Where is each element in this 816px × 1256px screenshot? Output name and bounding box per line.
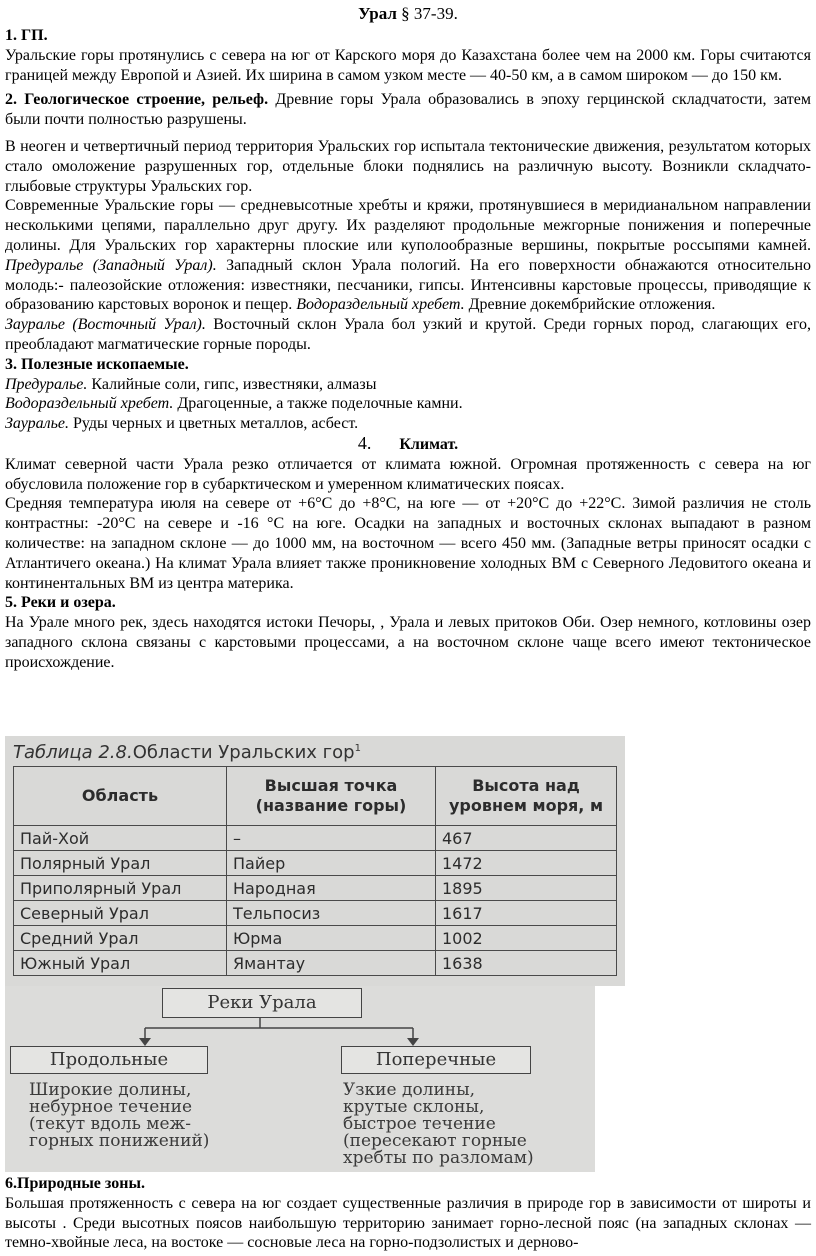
section-4-paragraph-1: Климат северной части Урала резко отличается от климата южной. Огромная протяженность с севера на юг обусловила положение гор в субарктическом и умеренном климатических поясах. bbox=[5, 455, 811, 493]
table-cell: Полярный Урал bbox=[14, 851, 227, 876]
table-cell: 1895 bbox=[436, 876, 617, 901]
table-row bbox=[14, 876, 617, 901]
table-cell: 1638 bbox=[436, 951, 617, 976]
table-header-cell: Высшая точка (название горы) bbox=[227, 767, 436, 826]
table-cell: Народная bbox=[227, 876, 436, 901]
section-2-paragraph-1: 2. Геологическое строение, рельеф. Древние горы Урала образовались в эпоху герцинской складчатости, затем были почти полностью разрушены. bbox=[5, 91, 811, 129]
section-2-paragraph-3: Современные Уральские горы — средневысотные хребты и кряжи, протянувшиеся в меридианальном направлении несколькими цепями, параллельно друг другу. Их разделяют продольные межгорные понижения и поперечные долины. Для Уральских гор характерны плоские или куполообразные вершины, покрытые россыпями камней. Предуралье (Западный Урал). Западный склон Урала пологий. На его поверхности обнажаются относительно молодь:- палеозойские отложения: известняки, песчаники, гипсы. Интенсивны карстовые процессы, приводящие к образованию карстовых воронок и пещер. Водораздельный хребет. Древние докембрийские отложения. bbox=[5, 197, 812, 314]
diagram-right-box: Поперечные bbox=[341, 1046, 531, 1074]
table-row bbox=[14, 826, 617, 851]
table-row bbox=[14, 851, 617, 876]
table-header-cell: Высота над уровнем моря, м bbox=[436, 767, 617, 826]
table-cell: Тельпосиз bbox=[227, 901, 436, 926]
section-1-heading: 1. ГП. bbox=[5, 27, 48, 44]
section-5-heading: 5. Реки и озера. bbox=[5, 594, 116, 612]
table-header-cell: Область bbox=[14, 767, 227, 826]
table-cell: Средний Урал bbox=[14, 926, 227, 951]
regions-table-image bbox=[5, 736, 625, 986]
table-cell: – bbox=[227, 826, 436, 851]
regions-table bbox=[13, 766, 617, 976]
diagram-right-description: Узкие долины, крутые склоны, быстрое течение (пересекают горные хребты по разломам) bbox=[343, 1080, 534, 1168]
section-6-heading: 6.Природные зоны. bbox=[5, 1175, 145, 1192]
page-title: Урал § 37-39. bbox=[358, 4, 458, 23]
table-cell: 1002 bbox=[436, 926, 617, 951]
table-header-row bbox=[14, 767, 617, 826]
table-row bbox=[14, 951, 617, 976]
section-5-text: На Урале много рек, здесь находятся истоки Печоры, , Урала и левых притоков Оби. Озер немного, котловины озер западного склона связаны с карстовыми процессами, а на восточном склоне чаще всего имеют тектоническое происхождение. bbox=[5, 614, 811, 671]
table-cell: 1617 bbox=[436, 901, 617, 926]
table-cell: 1472 bbox=[436, 851, 617, 876]
table-cell: Юрма bbox=[227, 926, 436, 951]
section-6 bbox=[5, 1174, 811, 1253]
table-cell: 467 bbox=[436, 826, 617, 851]
table-cell: Приполярный Урал bbox=[14, 876, 227, 901]
section-3-heading: 3. Полезные ископаемые. bbox=[5, 355, 189, 373]
table-row bbox=[14, 926, 617, 951]
diagram-left-box: Продольные bbox=[10, 1046, 208, 1074]
table-cell: Пайер bbox=[227, 851, 436, 876]
table-cell: Южный Урал bbox=[14, 951, 227, 976]
diagram-left-description: Широкие долины, небурное течение (текут вдоль меж- горных понижений) bbox=[29, 1080, 210, 1151]
document-body bbox=[5, 0, 811, 673]
table-caption: Таблица 2.8.Области Уральских гор$^1$ bbox=[13, 742, 361, 763]
section-4-paragraph-2: Средняя температура июля на севере от +6°С до +8°С, на юге — от +20°С до +22°С. Зимой различия не столь контрастны: -20°С на севере и -16 °С на юге. Осадки на западных и восточных склонах выпадают в разном количестве: на западном склоне — до 1000 мм, на восточном — всего 450 мм. (Западные ветры приносят осадки с Атлантичего океана.) На климат Урала влияет также проникновение холодных ВМ с Северного Ледовитого океана и континентальных ВМ из центра материка. bbox=[5, 495, 811, 592]
rivers-diagram-image bbox=[5, 986, 595, 1172]
minerals-line-1: Предуралье. Калийные соли, гипс, известняки, алмазы bbox=[5, 375, 377, 393]
section-2-paragraph-2: В неоген и четвертичный период территория Уральских гор испытала тектонические движения, результатом которых стало омоложение разрушенных гор, отдельные блоки поднялись на различную высоту. Возникли складчато-глыбовые структуры Уральских гор. bbox=[5, 137, 811, 195]
table-row bbox=[14, 901, 617, 926]
section-1-text: Уральские горы протянулись с севера на юг от Карского моря до Казахстана более чем на 2000 км. Горы считаются границей между Европой и Азией. Их ширина в самом узком месте — 40-50 км, а в самом широком — до 150 км. bbox=[5, 46, 811, 84]
minerals-line-3: Зауралье. Руды черных и цветных металлов, асбест. bbox=[5, 415, 359, 433]
minerals-line-2: Водораздельный хребет. Драгоценные, а также поделочные камни. bbox=[5, 395, 463, 413]
section-2-paragraph-4: Зауралье (Восточный Урал). Восточный склон Урала бол узкий и крутой. Среди горных пород, слагающих его, преобладают магматические горные породы. bbox=[5, 316, 812, 353]
table-cell: Пай-Хой bbox=[14, 826, 227, 851]
section-6-text: Большая протяженность с севера на юг создает существенные различия в природе гор в зависимости от широты и высоты . Среди высотных поясов наибольшую территорию занимает горно-лесной пояс (на западных склонах — темно-хвойные леса, на востоке — сосновые леса на горно-подзолистых и дерново- bbox=[5, 1194, 811, 1252]
table-cell: Северный Урал bbox=[14, 901, 227, 926]
table-cell: Ямантау bbox=[227, 951, 436, 976]
section-4-heading: 4. Климат. bbox=[357, 432, 459, 453]
diagram-root-box: Реки Урала bbox=[162, 988, 362, 1018]
